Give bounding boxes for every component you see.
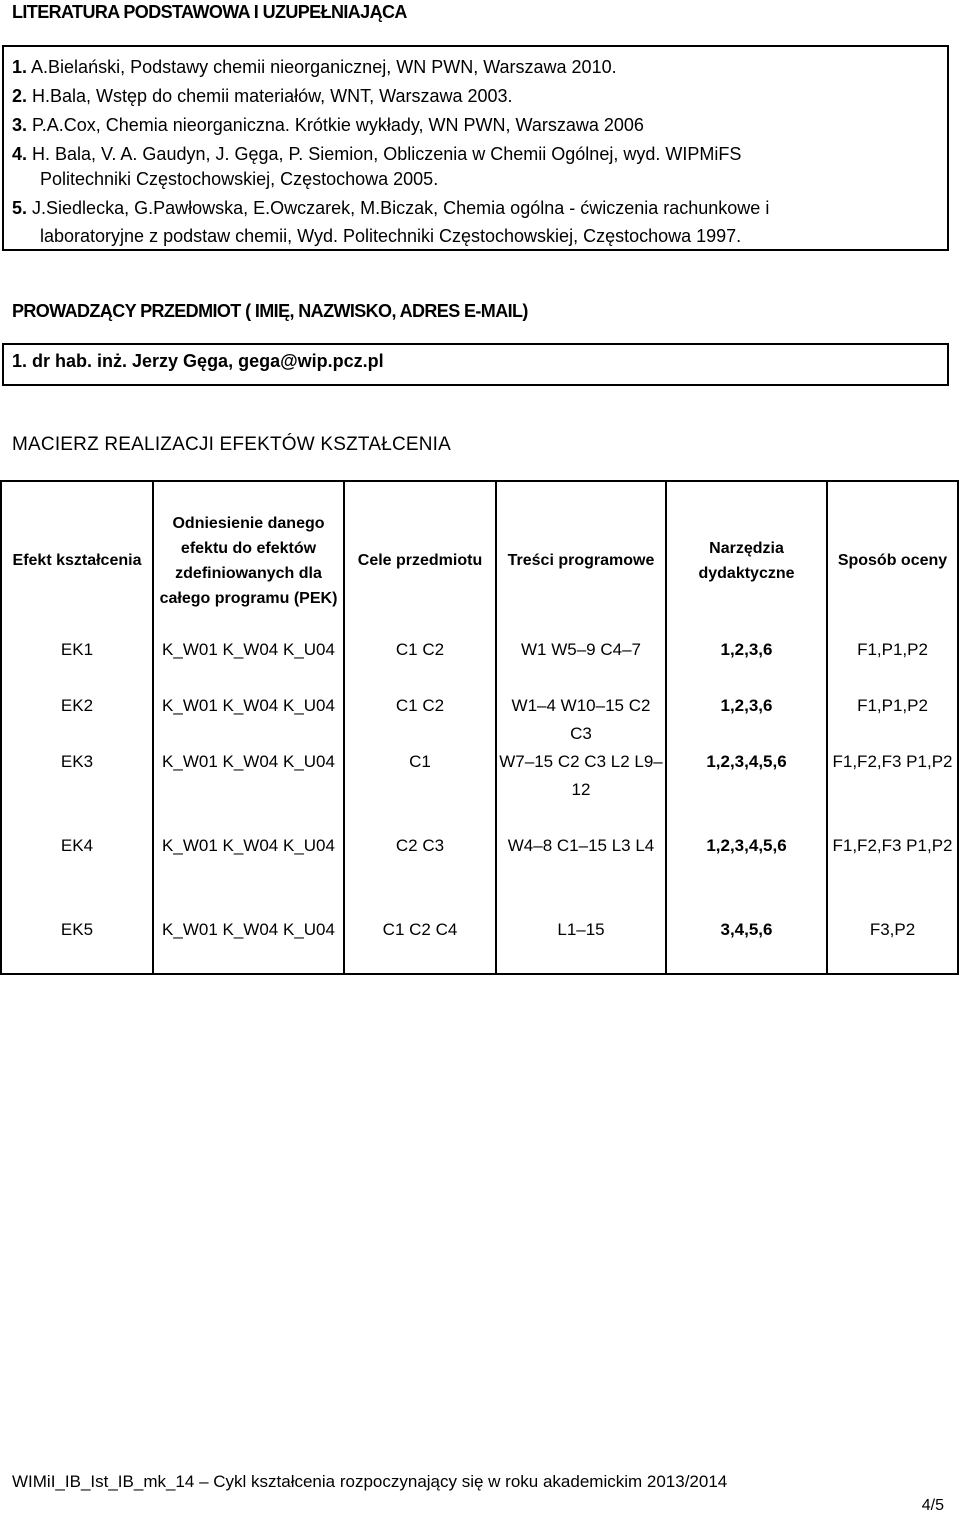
cell-pek: K_W01 K_W04 K_U04: [153, 692, 344, 748]
cell-pek: K_W01 K_W04 K_U04: [153, 916, 344, 974]
cell-goals: C1: [344, 748, 496, 832]
table-row: [1, 748, 958, 832]
cell-content: W1 W5–9 C4–7: [496, 636, 666, 692]
item-text: Politechniki Częstochowskiej, Częstochowa 2005.: [40, 169, 439, 189]
item-text: J.Siedlecka, G.Pawłowska, E.Owczarek, M.Biczak, Chemia ogólna - ćwiczenia rachunkowe i: [32, 198, 770, 218]
cell-effect: EK1: [1, 636, 153, 692]
header-content: Treści programowe: [496, 481, 666, 636]
literature-item-4: [12, 144, 741, 165]
cell-assessment: F1,P1,P2: [827, 692, 958, 748]
cell-assessment: F1,F2,F3 P1,P2: [827, 832, 958, 916]
cell-content: L1–15: [496, 916, 666, 974]
literature-item-3: [12, 115, 644, 136]
item-text: H. Bala, V. A. Gaudyn, J. Gęga, P. Siemion, Obliczenia w Chemii Ogólnej, wyd. WIPMiFS: [32, 144, 742, 164]
cell-tools: 1,2,3,6: [666, 692, 827, 748]
header-assessment: Sposób oceny: [827, 481, 958, 636]
cell-pek: K_W01 K_W04 K_U04: [153, 748, 344, 832]
matrix-title: MACIERZ REALIZACJI EFEKTÓW KSZTAŁCENIA: [12, 434, 452, 455]
instructor-title: PROWADZĄCY PRZEDMIOT ( IMIĘ, NAZWISKO, ADRES E-MAIL): [12, 301, 528, 321]
cell-pek: K_W01 K_W04 K_U04: [153, 832, 344, 916]
cell-goals: C2 C3: [344, 832, 496, 916]
cell-goals: C1 C2 C4: [344, 916, 496, 974]
table-row: [1, 916, 958, 974]
cell-tools: 1,2,3,4,5,6: [666, 832, 827, 916]
table-row: [1, 692, 958, 748]
cell-assessment: F1,P1,P2: [827, 636, 958, 692]
item-number: 1.: [12, 57, 28, 77]
footer-text: WIMiI_IB_Ist_IB_mk_14 – Cykl kształcenia rozpoczynający się w roku akademickim 2013/2014: [12, 1472, 728, 1491]
cell-content: W4–8 C1–15 L3 L4: [496, 832, 666, 916]
header-pek: Odniesienie danego efektu do efektów zdefiniowanych dla całego programu (PEK): [153, 481, 344, 636]
header-tools: Narzędzia dydaktyczne: [666, 481, 827, 636]
literature-title: LITERATURA PODSTAWOWA I UZUPEŁNIAJĄCA: [12, 2, 407, 22]
item-number: 2.: [12, 86, 28, 106]
cell-assessment: F3,P2: [827, 916, 958, 974]
item-number: 5.: [12, 198, 28, 218]
cell-effect: EK3: [1, 748, 153, 832]
item-number: 4.: [12, 144, 28, 164]
cell-content: W7–15 C2 C3 L2 L9–12: [496, 748, 666, 832]
cell-tools: 1,2,3,4,5,6: [666, 748, 827, 832]
table-row: [1, 636, 958, 692]
item-text: P.A.Cox, Chemia nieorganiczna. Krótkie wykłady, WN PWN, Warszawa 2006: [32, 115, 644, 135]
item-text: laboratoryjne z podstaw chemii, Wyd. Politechniki Częstochowskiej, Częstochowa 1997.: [40, 226, 742, 246]
instructor-entry: 1. dr hab. inż. Jerzy Gęga, gega@wip.pcz.pl: [12, 351, 384, 371]
cell-goals: C1 C2: [344, 636, 496, 692]
literature-item-5-cont: [40, 226, 741, 247]
cell-effect: EK5: [1, 916, 153, 974]
cell-tools: 3,4,5,6: [666, 916, 827, 974]
cell-tools: 1,2,3,6: [666, 636, 827, 692]
literature-item-1: [12, 57, 617, 78]
table-row: [1, 832, 958, 916]
literature-item-5: [12, 198, 769, 219]
item-text: A.Bielański, Podstawy chemii nieorganicznej, WN PWN, Warszawa 2010.: [31, 57, 617, 77]
cell-content: W1–4 W10–15 C2 C3: [496, 692, 666, 748]
effects-matrix-table: [0, 480, 959, 975]
cell-pek: K_W01 K_W04 K_U04: [153, 636, 344, 692]
literature-item-4-cont: [40, 169, 438, 190]
cell-goals: C1 C2: [344, 692, 496, 748]
literature-item-2: [12, 86, 513, 107]
item-text: H.Bala, Wstęp do chemii materiałów, WNT, Warszawa 2003.: [32, 86, 513, 106]
item-number: 3.: [12, 115, 28, 135]
header-effect: Efekt kształcenia: [1, 481, 153, 636]
page-number: 4/5: [921, 1497, 944, 1514]
table-header-row: [1, 481, 958, 636]
header-goals: Cele przedmiotu: [344, 481, 496, 636]
cell-effect: EK2: [1, 692, 153, 748]
cell-assessment: F1,F2,F3 P1,P2: [827, 748, 958, 832]
cell-effect: EK4: [1, 832, 153, 916]
